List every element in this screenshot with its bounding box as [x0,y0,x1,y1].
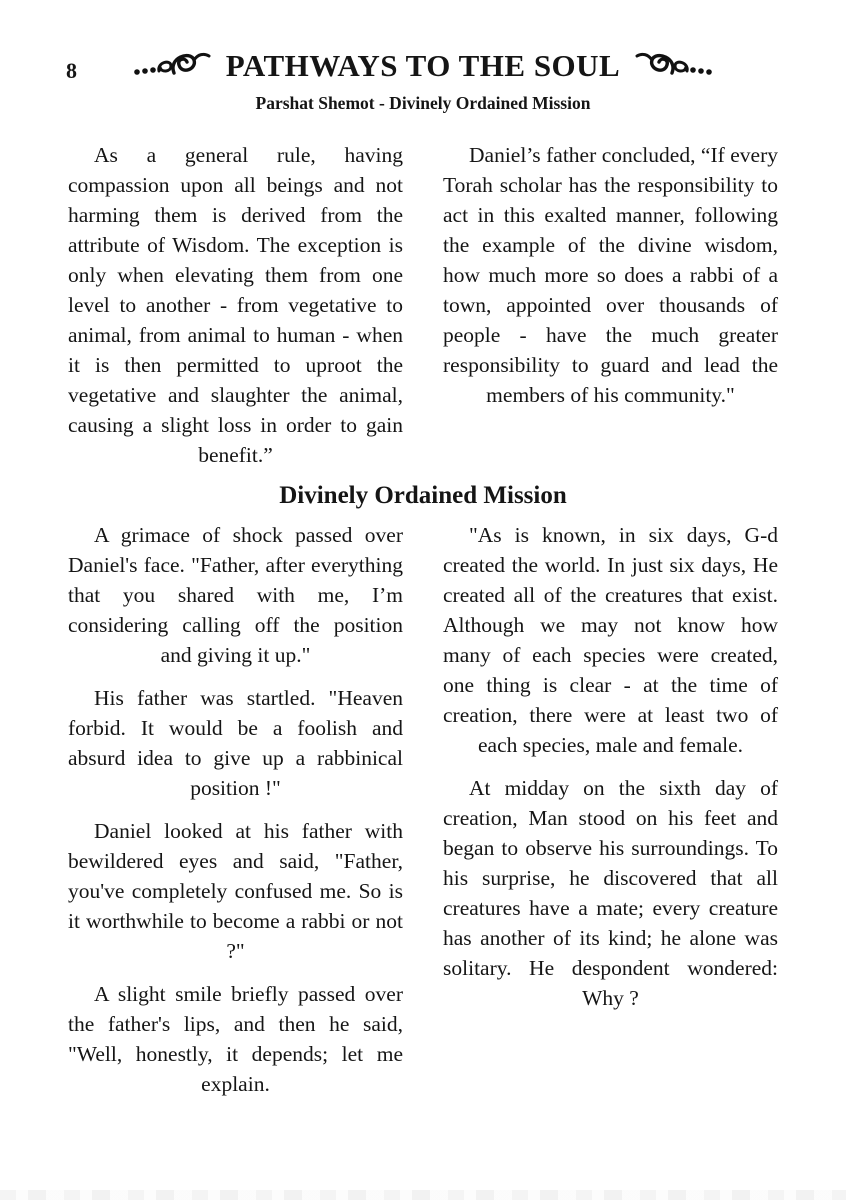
top-section [68,140,778,470]
flourish-right-icon [628,48,714,84]
page-header [0,0,846,114]
page-body [68,140,778,1099]
paragraph: A grimace of shock passed over Daniel's face. "Father, after everything that you shared with me, I’m considering calling off the position and giving it up." [68,523,403,667]
paragraph: Daniel looked at his father with bewildered eyes and said, "Father, you've completely confused me. So is it worthwhile to become a rabbi or not ?" [68,819,403,963]
paragraph: His father was startled. "Heaven forbid. It would be a foolish and absurd idea to give up a rabbinical position !" [68,686,403,800]
top-right-column [443,140,778,470]
bottom-section [68,520,778,1099]
paragraph: As a general rule, having compassion upon all beings and not harming them is derived from the attribute of Wisdom. The exception is only when elevating them from one level to another - from vegetative to animal, from animal to human - when it is then permitted to uproot the vegetative and slaughter the animal, causing a slight loss in order to gain benefit.” [68,143,403,467]
page-title: PATHWAYS TO THE SOUL [225,48,621,83]
flourish-left-icon [132,48,218,84]
scan-edge-artifact [0,1190,846,1200]
paragraph: "As is known, in six days, G-d created the world. In just six days, He created all of the creatures that exist. Although we may not know how many of each species were created, one thing is clear - at the time of creation, there were at least two of each species, male and female. [443,523,778,757]
paragraph: A slight smile briefly passed over the father's lips, and then he said, "Well, honestly, it depends; let me explain. [68,982,403,1096]
bottom-right-column [443,520,778,1099]
title-row [0,44,846,88]
top-left-column [68,140,403,470]
paragraph: At midday on the sixth day of creation, Man stood on his feet and began to observe his surroundings. To his surprise, he discovered that all creatures have a mate; every creature has another of its kind; he alone was solitary. He despondent wondered: Why ? [443,776,778,1010]
section-heading: Divinely Ordained Mission [279,482,567,509]
bottom-left-column [68,520,403,1099]
page-subtitle: Parshat Shemot - Divinely Ordained Mission [255,93,591,113]
page-number: 8 [66,58,77,83]
paragraph: Daniel’s father concluded, “If every Torah scholar has the responsibility to act in this exalted manner, following the example of the divine wisdom, how much more so does a rabbi of a town, appointed over thousands of people - have the much greater responsibility to guard and lead the members of his community." [443,143,778,407]
